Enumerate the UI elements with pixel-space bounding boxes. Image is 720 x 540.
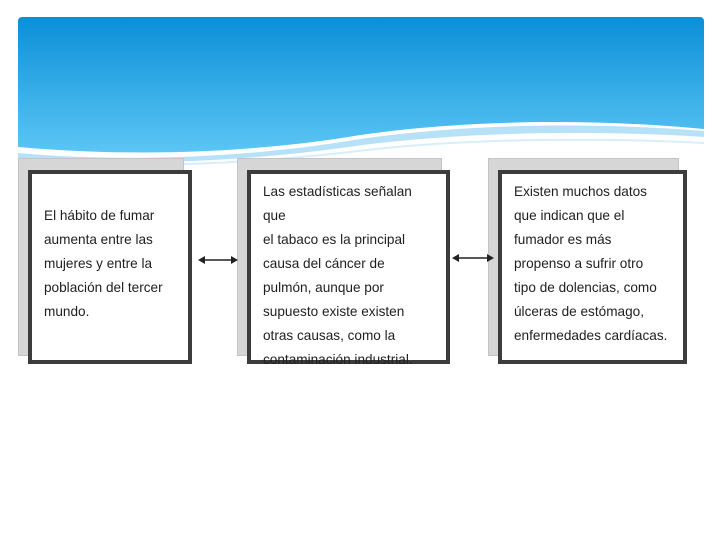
statement-box-1-text: El hábito de fumar aumenta entre las mujeres y entre la población del tercer mundo. xyxy=(44,208,163,319)
double-arrow-2 xyxy=(451,251,495,265)
statement-box-2 xyxy=(247,170,450,367)
statement-box-3-text: Existen muchos datos que indican que el fumador es más propenso a sufrir otro tipo de dolencias, como úlceras de estómago, enfermedades cardíacas. xyxy=(514,184,668,343)
double-arrow-1 xyxy=(197,253,239,267)
statement-box-1 xyxy=(28,170,192,364)
header-banner xyxy=(18,17,704,177)
statement-box-2-text: Las estadísticas señalan que el tabaco es la principal causa del cáncer de pulmón, aunque por supuesto existe existen otras causas, como la contaminación industrial. xyxy=(263,184,413,367)
statement-box-3 xyxy=(498,170,687,364)
